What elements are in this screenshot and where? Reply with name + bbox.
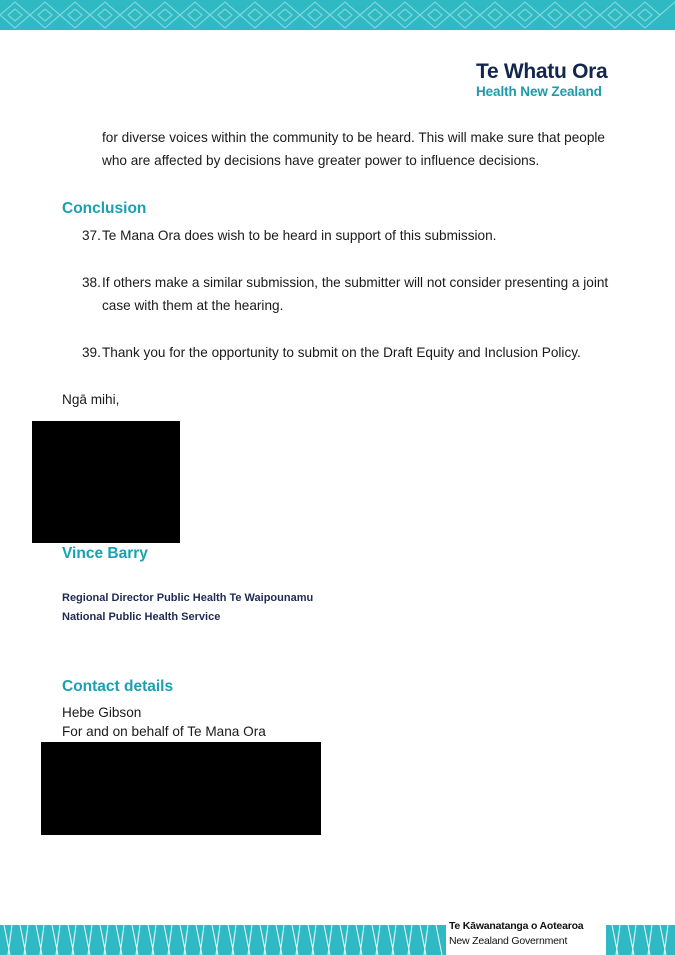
signatory-organisation: National Public Health Service [62, 611, 221, 623]
brand-logo-subtitle: Health New Zealand [476, 84, 602, 99]
government-logo-subtitle: New Zealand Government [449, 935, 568, 947]
signatory-role: Regional Director Public Health Te Waipounamu [62, 592, 314, 604]
header-pattern-band [0, 0, 675, 30]
contact-behalf: For and on behalf of Te Mana Ora [62, 724, 266, 739]
redacted-signature [32, 421, 180, 543]
intro-line-1: for diverse voices within the community to be heard. This will make sure that people [102, 130, 605, 145]
intro-line-2: who are affected by decisions have greater power to influence decisions. [102, 153, 540, 168]
contact-heading: Contact details [62, 678, 174, 695]
item-number: 37. [82, 228, 101, 243]
greeting: Ngā mihi, [62, 392, 120, 407]
contact-name: Hebe Gibson [62, 705, 142, 720]
item-number: 38. [82, 275, 101, 290]
brand-logo-name: Te Whatu Ora [476, 60, 608, 83]
conclusion-heading: Conclusion [62, 200, 147, 217]
item-text: Thank you for the opportunity to submit on the Draft Equity and Inclusion Policy. [102, 345, 581, 360]
item-text: If others make a similar submission, the submitter will not consider presenting a joint [102, 275, 609, 290]
item-text: Te Mana Ora does wish to be heard in support of this submission. [102, 228, 497, 243]
redacted-contact-info [41, 742, 321, 835]
header-pattern-graphic [0, 0, 675, 30]
government-logo-title: Te Kāwanatanga o Aotearoa [449, 920, 584, 932]
item-number: 39. [82, 345, 101, 360]
signatory-name: Vince Barry [62, 545, 148, 562]
item-text-continued: case with them at the hearing. [102, 298, 284, 313]
